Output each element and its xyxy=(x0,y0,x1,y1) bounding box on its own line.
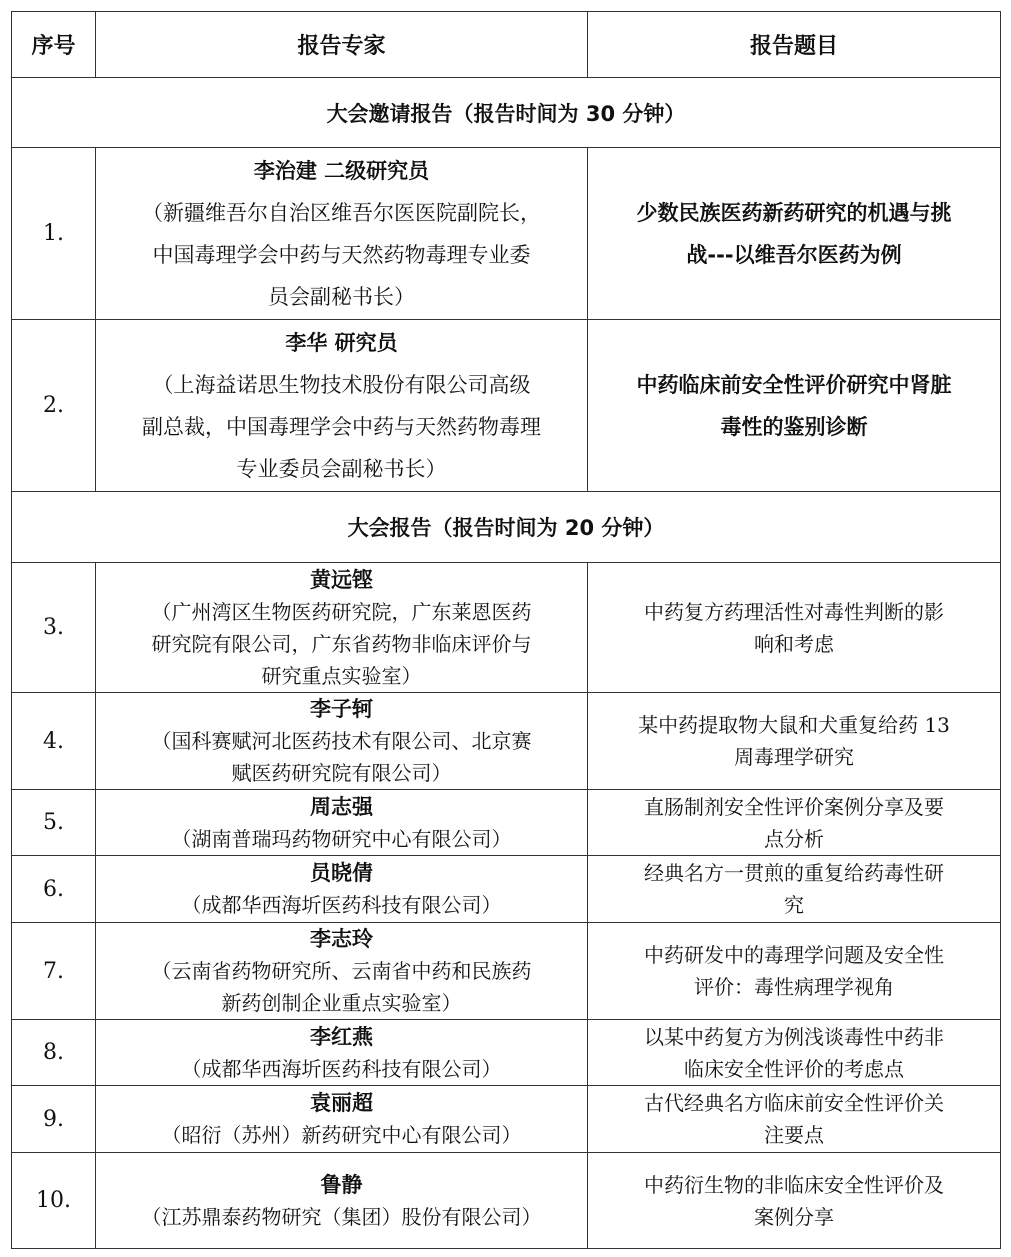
topic-cell xyxy=(588,856,1001,923)
section-title: 大会邀请报告（报告时间为 30 分钟） xyxy=(12,78,1001,148)
report-row xyxy=(12,148,1001,320)
report-row xyxy=(12,320,1001,492)
expert-affiliation-line: 中国毒理学会中药与天然药物毒理专业委 xyxy=(152,242,531,267)
expert-name: 李红燕 xyxy=(310,1024,373,1049)
report-number: 4. xyxy=(12,693,96,790)
report-topic-line: 经典名方一贯煎的重复给药毒性研 xyxy=(644,861,944,885)
report-topic-line: 注要点 xyxy=(764,1123,824,1147)
report-topic-line: 案例分享 xyxy=(754,1204,834,1229)
expert-affiliation-line: （江苏鼎泰药物研究（集团）股份有限公司） xyxy=(141,1204,542,1229)
header-expert: 报告专家 xyxy=(96,12,588,78)
report-number: 5. xyxy=(12,790,96,856)
report-topic-line: 中药研发中的毒理学问题及安全性 xyxy=(644,943,944,967)
header-topic: 报告题目 xyxy=(588,12,1001,78)
topic-cell xyxy=(588,148,1001,320)
expert-name: 李治建 二级研究员 xyxy=(253,158,430,183)
expert-affiliation-line: （湖南普瑞玛药物研究中心有限公司） xyxy=(171,826,512,851)
expert-cell xyxy=(96,563,588,693)
expert-name: 鲁静 xyxy=(320,1172,363,1197)
report-row xyxy=(12,1086,1001,1153)
report-topic-line: 点分析 xyxy=(764,826,824,851)
header-no: 序号 xyxy=(12,12,96,78)
expert-name: 李志玲 xyxy=(310,927,373,951)
header-row xyxy=(12,12,1001,78)
topic-cell xyxy=(588,693,1001,790)
topic-cell xyxy=(588,563,1001,693)
report-topic-line: 某中药提取物大鼠和犬重复给药 13 xyxy=(638,713,950,737)
expert-cell xyxy=(96,1020,588,1086)
expert-affiliation-line: 副总裁，中国毒理学会中药与天然药物毒理 xyxy=(142,414,541,439)
topic-cell xyxy=(588,790,1001,856)
report-topic-line: 周毒理学研究 xyxy=(734,745,854,769)
report-topic-line: 直肠制剂安全性评价案例分享及要 xyxy=(644,794,944,819)
report-number: 2. xyxy=(12,320,96,492)
expert-affiliation-line: 专业委员会副秘书长） xyxy=(236,456,447,481)
report-number: 6. xyxy=(12,856,96,923)
report-row xyxy=(12,790,1001,856)
topic-cell xyxy=(588,923,1001,1020)
expert-cell xyxy=(96,320,588,492)
expert-affiliation-line: （昭衍（苏州）新药研究中心有限公司） xyxy=(161,1123,522,1147)
expert-name: 黄远铿 xyxy=(310,567,373,592)
expert-name: 李华 研究员 xyxy=(285,330,398,355)
section-row xyxy=(12,492,1001,563)
report-row xyxy=(12,1020,1001,1086)
topic-cell xyxy=(588,320,1001,492)
report-schedule-table xyxy=(11,11,1001,1249)
topic-cell xyxy=(588,1086,1001,1153)
expert-cell xyxy=(96,693,588,790)
report-row xyxy=(12,856,1001,923)
report-topic-line: 以某中药复方为例浅谈毒性中药非 xyxy=(644,1024,944,1049)
report-number: 7. xyxy=(12,923,96,1020)
report-row xyxy=(12,1153,1001,1249)
expert-cell xyxy=(96,856,588,923)
report-topic-line: 古代经典名方临床前安全性评价关 xyxy=(644,1091,944,1115)
expert-affiliation-line: 员会副秘书长） xyxy=(268,284,415,309)
report-topic-line: 响和考虑 xyxy=(754,631,834,656)
section-row xyxy=(12,78,1001,148)
expert-affiliation-line: 研究院有限公司，广东省药物非临床评价与 xyxy=(151,631,532,656)
report-number: 3. xyxy=(12,563,96,693)
report-row xyxy=(12,923,1001,1020)
topic-cell xyxy=(588,1153,1001,1249)
report-topic-line: 临床安全性评价的考虑点 xyxy=(684,1056,904,1081)
report-row xyxy=(12,563,1001,693)
expert-affiliation-line: （广州湾区生物医药研究院，广东莱恩医药 xyxy=(151,599,532,624)
topic-cell xyxy=(588,1020,1001,1086)
report-number: 1. xyxy=(12,148,96,320)
report-topic-line: 中药临床前安全性评价研究中肾脏 xyxy=(636,372,952,397)
section-title: 大会报告（报告时间为 20 分钟） xyxy=(12,492,1001,563)
expert-cell xyxy=(96,923,588,1020)
report-topic-line: 中药衍生物的非临床安全性评价及 xyxy=(644,1172,944,1197)
expert-affiliation-line: （云南省药物研究所、云南省中药和民族药 xyxy=(151,959,532,983)
expert-cell xyxy=(96,790,588,856)
report-topic-line: 评价：毒性病理学视角 xyxy=(694,975,894,999)
expert-name: 周志强 xyxy=(310,794,373,819)
expert-cell xyxy=(96,148,588,320)
expert-cell xyxy=(96,1153,588,1249)
expert-affiliation-line: （国科赛赋河北医药技术有限公司、北京赛 xyxy=(151,729,532,753)
expert-affiliation-line: （成都华西海圻医药科技有限公司） xyxy=(181,893,502,917)
expert-affiliation-line: 新药创制企业重点实验室） xyxy=(221,991,462,1015)
report-number: 9. xyxy=(12,1086,96,1153)
expert-affiliation-line: （上海益诺思生物技术股份有限公司高级 xyxy=(152,372,531,397)
expert-affiliation-line: 研究重点实验室） xyxy=(261,663,422,688)
expert-affiliation-line: （新疆维吾尔自治区维吾尔医医院副院长， xyxy=(142,200,541,225)
report-topic-line: 毒性的鉴别诊断 xyxy=(720,414,868,439)
report-topic-line: 中药复方药理活性对毒性判断的影 xyxy=(644,599,944,624)
report-topic-line: 战---以维吾尔医药为例 xyxy=(686,242,902,267)
expert-affiliation-line: （成都华西海圻医药科技有限公司） xyxy=(181,1056,502,1081)
expert-name: 李子轲 xyxy=(310,697,373,721)
expert-name: 员晓倩 xyxy=(310,861,373,885)
report-number: 10. xyxy=(12,1153,96,1249)
report-topic-line: 究 xyxy=(784,893,804,917)
report-row xyxy=(12,693,1001,790)
expert-cell xyxy=(96,1086,588,1153)
expert-affiliation-line: 赋医药研究院有限公司） xyxy=(231,761,452,785)
expert-name: 袁丽超 xyxy=(310,1091,373,1115)
report-topic-line: 少数民族医药新药研究的机遇与挑 xyxy=(636,200,952,225)
report-number: 8. xyxy=(12,1020,96,1086)
